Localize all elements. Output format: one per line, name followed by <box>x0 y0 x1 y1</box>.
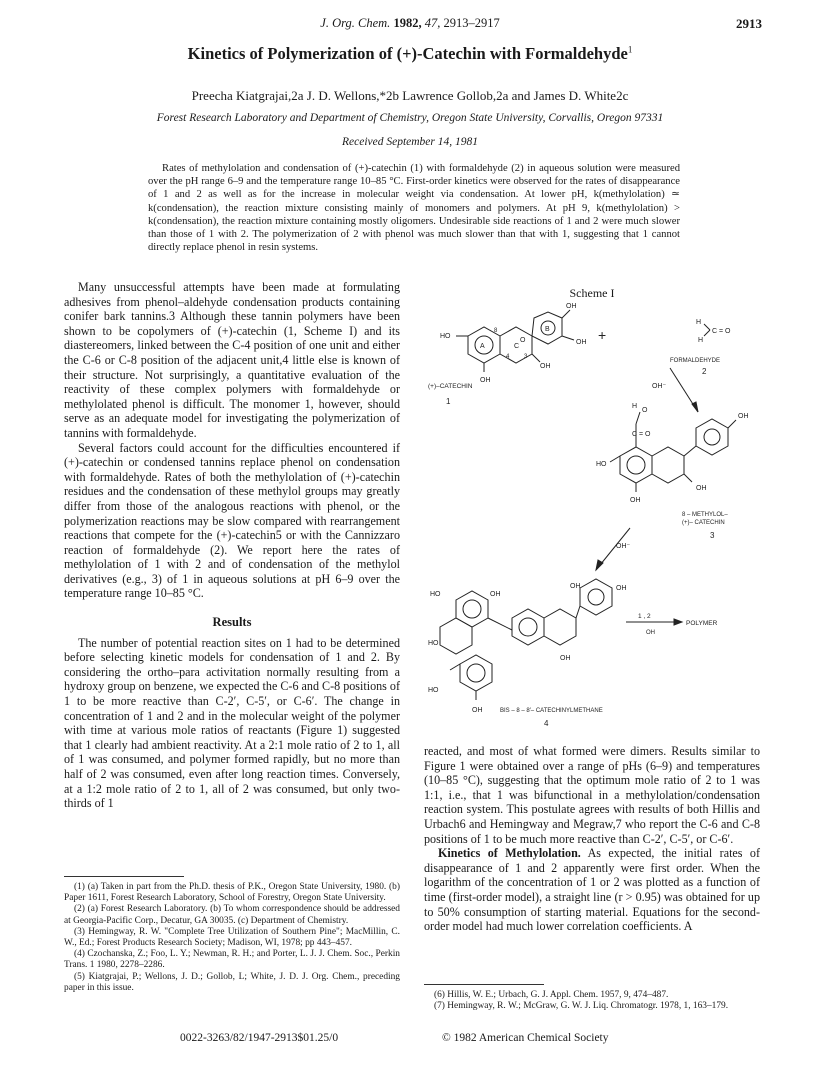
received-date: Received September 14, 1981 <box>341 136 479 148</box>
reagent-oh: OH <box>646 630 655 636</box>
scheme-figure <box>420 300 760 730</box>
atom-label-ho-3: HO <box>430 591 441 598</box>
footnote-5: (5) Kiatgrajai, P.; Wellons, J. D.; Gollob, L; White, J. D. J. Org. Chem., preceding paper in this issue. <box>64 971 400 993</box>
footnote-3: (3) Hemingway, R. W. "Complete Tree Utilization of Southern Pine"; MacMillin, C. W., Ed.; Forest Products Research Society; Madison, WI, 1978; pp 443–457. <box>64 926 400 949</box>
methylol-label-line-1: 8 – METHYLOL– <box>682 512 728 518</box>
journal-pages: 2913–2917 <box>443 16 500 30</box>
atom-label-oh-6: OH <box>738 413 749 420</box>
authors: Preecha Kiatgrajai,2a J. D. Wellons,*2b Lawrence Gollob,2a and James D. White2c <box>191 88 629 103</box>
methylolation-heading: Kinetics of Methylolation. <box>438 846 581 861</box>
results-heading: Results <box>212 615 252 630</box>
footnote-7: (7) Hemingway, R. W.; McGraw, G. W. J. Liq. Chromatogr. 1978, 1, 163–179. <box>434 1001 729 1012</box>
journal-year: 1982, <box>393 16 422 30</box>
polymer-label: POLYMER <box>686 620 718 627</box>
footnotes-right <box>424 990 760 1012</box>
plus-sign: + <box>598 327 607 343</box>
scheme-svg <box>420 300 760 730</box>
ring-label-c: C <box>514 343 520 350</box>
scheme-title: Scheme I <box>569 286 615 300</box>
title-footnote-marker: 1 <box>627 44 633 55</box>
atom-label-ho-1: HO <box>440 333 451 340</box>
journal-citation <box>0 16 820 31</box>
atom-label-oh-10: OH <box>570 583 581 590</box>
methylolation-text: As expected, the initial rates of disappearance of 1 and 2 apparently were first order. When the logarithm of the concentration of 1 or 2 was plotted as a function of time (first-order model), a straight line (r > 0.95) was obtained for up to 50% consumption of starting material. Equations for the second-order model had much lower correlation coefficients. A <box>424 846 760 934</box>
methylolation-paragraph <box>424 846 760 934</box>
footnote-2: (2) (a) Forest Research Laboratory. (b) To whom correspondence should be addressed at Georgia-Pacific Corp., Decatur, GA 30035. (c) Department of Chemistry. <box>64 904 400 926</box>
formaldehyde-structure <box>704 324 710 336</box>
atom-label-ho-4: HO <box>428 640 439 647</box>
atom-label-oh-5: OH <box>630 497 641 504</box>
running-header <box>0 12 820 34</box>
carbonyl-label: C = O <box>712 328 731 335</box>
reagent-1-2: 1 , 2 <box>638 613 651 620</box>
atom-label-oh-4: OH <box>540 363 551 370</box>
atom-label-o-1: O <box>520 337 526 344</box>
right-column <box>424 744 760 934</box>
dimer-number: 4 <box>544 719 549 728</box>
position-label-8: 8 <box>494 328 498 334</box>
abstract: Rates of methylolation and condensation of (+)-catechin (1) with formaldehyde (2) in aqueous solution were measured over the pH range 6–9 and the temperature range 10–85 °C. First-order kinetics were observed for the rates of disappearance of 1 and 2 as well as for the increase in molecular weight via condensation. At lower pH, k(methylolation) ≃ k(condensation), the reaction mixture consisting mainly of monomers and polymers. At pH 9, k(methylolation) > k(condensation), the reaction mixture containing mostly oligomers. Undesirable side reactions of 1 and 2 were much slower than those of 1 with 2. The polymerization of 2 with phenol was much slower than that with 1, suggesting that 1 cannot directly replace phenol in resin systems. <box>148 163 680 254</box>
arrow-head-3 <box>674 619 682 625</box>
formaldehyde-label: FORMALDEHYDE <box>670 358 721 364</box>
footnote-1: (1) (a) Taken in part from the Ph.D. thesis of P.K., Oregon State University, 1980. (b) Paper 1611, Forest Research Laboratory, School of Forestry, Oregon State University. <box>64 882 400 904</box>
page-number: 2913 <box>736 16 762 31</box>
atom-label-oh-2: OH <box>566 303 577 310</box>
article-title: Kinetics of Polymerization of (+)-Catechin with Formaldehyde$^1$ <box>187 44 633 63</box>
atom-label-oh-1: OH <box>480 377 491 384</box>
reagent-hydroxide-1: OH⁻ <box>652 383 667 390</box>
catechin-structure <box>456 310 574 372</box>
position-label-4: 4 <box>506 354 510 360</box>
affiliation: Forest Research Laboratory and Department of Chemistry, Oregon State University, Corvallis, Oregon 97331 <box>156 112 664 124</box>
footnote-6: (6) Hillis, W. E.; Urbach, G. J. Appl. Chem. 1957, 9, 474–487. <box>434 990 669 1000</box>
position-label-3: 3 <box>524 354 528 360</box>
footnote-4: (4) Czochanska, Z.; Foo, L. Y.; Newman, R. H.; and Porter, L. J. J. Chem. Soc., Perkin Trans. 1 1980, 2278–2286. <box>64 949 400 971</box>
atom-label-ho-2: HO <box>596 461 607 468</box>
methylol-label-line-2: (+)– CATECHIN <box>682 520 725 526</box>
atom-label-oh-3: OH <box>576 339 587 346</box>
methylol-catechin-structure <box>610 412 736 492</box>
results-paragraph-2: reacted, and most of what formed were dimers. Results similar to Figure 1 were obtained over a range of pHs (6–9) and temperatures (10–85 °C), suggesting that the optimum mole ratio of 2 to 1 was 1:1, i.e., that 1 was bifunctional in a methylolation/condensation reaction system. This postulate agrees with results of both Hillis and Urbach6 and Hemingway and Megraw,7 who report the C-6 and C-8 positions of 1 to be much more reactive than C-2′, C-5′, or C-6′. <box>424 744 760 846</box>
atom-label-oh-7: OH <box>696 485 707 492</box>
arrow-head-1 <box>692 402 698 412</box>
footnote-rule-left <box>64 876 184 877</box>
arrow-head-2 <box>596 560 603 570</box>
footnotes-left <box>64 882 400 994</box>
results-paragraph-1: The number of potential reaction sites on 1 had to be determined before selecting kinetic models for condensation of 1 and 2. By considering the ortho–para activitation normally resulting from a hydroxy group on benzene, we expected the C-6 and C-8 positions of 1 to be more reactive than C-2′, C-5′, or C-6′. The change in concentration of 1 and 2 and in the molecular weight of the polymer with time at various mole ratios of reactants (Figure 1) suggested that 1 clearly had ambient reactivity. At a 2:1 mole ratio of 2 to 1, all of 1 was consumed, and polymer formed rapidly, but no more than half of 2 was consumed, even after long reaction times. Conversely, at a 1:2 mole ratio of 2 to 1, all of 2 was consumed, but only two-thirds of 1 <box>64 635 400 811</box>
formaldehyde-number: 2 <box>702 367 707 376</box>
footnote-rule-right <box>424 984 544 985</box>
left-column <box>64 280 400 811</box>
ring-label-b: B <box>545 326 550 333</box>
atom-label-oh-12: OH <box>560 655 571 662</box>
dimer-structure <box>440 579 612 700</box>
footer-copyright: © 1982 American Chemical Society <box>442 1032 609 1044</box>
methylol-carbon-label: C = O <box>632 431 651 438</box>
catechin-number: 1 <box>446 397 451 406</box>
dimer-label: BIS – 8 – 8′– CATECHINYLMETHANE <box>500 708 603 714</box>
atom-label-oh-9: OH <box>472 707 483 714</box>
atom-label-h-3: H <box>632 403 638 410</box>
ring-label-a: A <box>480 343 485 350</box>
intro-paragraph-2: Several factors could account for the difficulties encountered if (+)-catechin or condensed tannins replace phenol on condensation with formaldehyde. Rates of both the methylolation of (+)-catechin residues and the condensation of these methylol groups may greatly differ from those of the analogous reactions with phenol, or the polymerization reactions may be slow compared with rearrangement reactions that compete for the (+)-catechin5 or with the Cannizzaro reaction of formaldehyde (2). We report here the rates of methylolation of 1 with 2 and of condensation of the methylol derivatives (e.g., 3) of 1 in aqueous solutions at pH 6–9 over the temperature range 10–85 °C. <box>64 440 400 601</box>
journal-volume: 47, <box>424 16 441 30</box>
atom-label-oh-11: OH <box>616 585 627 592</box>
methylol-number: 3 <box>710 531 715 540</box>
reagent-hydroxide-2: OH⁻ <box>616 543 631 550</box>
atom-label-ho-5: HO <box>428 687 439 694</box>
atom-label-oh-8: OH <box>490 591 501 598</box>
catechin-label: (+)–CATECHIN <box>428 383 473 390</box>
footer-code: 0022-3263/82/1947-2913$01.25/0 <box>180 1032 339 1044</box>
atom-label-h-1: H <box>696 319 702 326</box>
journal-name: J. Org. Chem. <box>320 16 391 30</box>
atom-label-o-2: O <box>642 407 648 414</box>
atom-label-h-2: H <box>698 337 704 344</box>
intro-paragraph-1: Many unsuccessful attempts have been made at formulating adhesives from phenol–aldehyde condensation products containing conifer bark tannins.3 Although these tannin polymers have been shown to be copolymers of (+)-catechin (1, Scheme I) and its diastereomers, linked between the C-4 position of one unit and either the C-6 or C-8 position of the adjacent unit,4 little else is known of their structure. Not surprisingly, a quantitative evaluation of the reactivity of these complex polymers with formaldehyde or methylolated phenol is difficult. The monomer 1, however, should serve as an adequate model for investigating the polymerization of tannins with formaldehyde. <box>64 280 400 440</box>
